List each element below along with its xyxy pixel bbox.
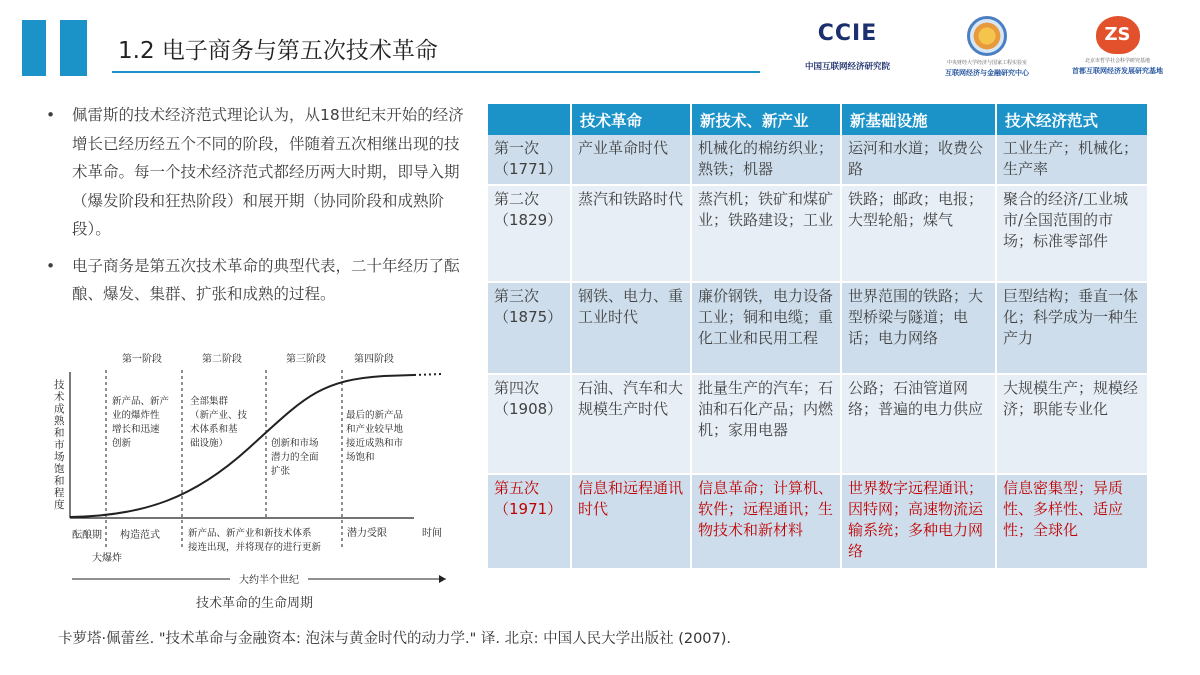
start-label: 酝酿期 bbox=[72, 530, 102, 541]
y-axis-label-char: 场 bbox=[54, 451, 65, 463]
y-axis-label-char: 和 bbox=[54, 475, 65, 487]
table-cell: 批量生产的汽车；石油和石化产品；内燃机；家用电器 bbox=[691, 374, 841, 474]
zs-logo-subtitle: 首都互联网经济发展研究基地 bbox=[1072, 67, 1163, 75]
stage-text-line: 业的爆炸性 bbox=[112, 410, 160, 421]
ccie-logo-subtitle: 中国互联网经济研究院 bbox=[804, 62, 890, 72]
table-cell: 第一次（1771） bbox=[488, 135, 571, 185]
table-header-cell: 新基础设施 bbox=[841, 104, 996, 135]
middle-label bbox=[188, 527, 322, 553]
zs-logo-mark: ZS bbox=[1096, 16, 1140, 54]
table-cell: 第四次（1908） bbox=[488, 374, 571, 474]
table-cell: 产业革命时代 bbox=[571, 135, 691, 185]
stage-text-line: 术体系和基 bbox=[190, 424, 238, 435]
ccie-logo bbox=[780, 16, 915, 72]
seal-logo-subtitle: 互联网经济与金融研究中心 bbox=[945, 69, 1029, 77]
stage-text bbox=[271, 437, 322, 477]
stage-text-line: 扩张 bbox=[271, 466, 291, 477]
seal-logo-subtitle-top: 中央财经大学经济与国家工程实验室 bbox=[946, 60, 1027, 66]
logo-group bbox=[780, 16, 1185, 80]
big-bang-label: 大爆炸 bbox=[92, 553, 122, 564]
table-cell: 工业生产；机械化；生产率 bbox=[996, 135, 1148, 185]
stage-heading: 第三阶段 bbox=[286, 354, 326, 365]
table-header-cell: 新技术、新产业 bbox=[691, 104, 841, 135]
span-label: 大约半个世纪 bbox=[239, 575, 299, 586]
stage-text-line: 新产品、新产 bbox=[112, 396, 170, 407]
zs-logo-subtitle-top: 北京市哲学社会科学研究基地 bbox=[1084, 58, 1150, 64]
table-cell: 石油、汽车和大规模生产时代 bbox=[571, 374, 691, 474]
stage-text-line: 最后的新产品 bbox=[346, 410, 404, 421]
slide-title: 1.2 电子商务与第五次技术革命 bbox=[118, 38, 438, 64]
stage-heading: 第二阶段 bbox=[202, 354, 242, 365]
stage-text-line: 潜力的全面 bbox=[271, 452, 319, 463]
y-axis-label-char: 程 bbox=[54, 487, 65, 499]
bullet-item: • 佩雷斯的技术经济范式理论认为，从18世纪末开始的经济增长已经历经五个不同的阶段，伴随着五次相继出现的技术革命。每一个技术经济范式都经历两大时期，即导入期（爆发阶段和狂热阶段）和展开期（协同阶段和成熟阶段）。 bbox=[46, 101, 466, 244]
bullet-list bbox=[46, 101, 466, 317]
y-axis-label-char: 熟 bbox=[54, 415, 65, 427]
stage-text-line: 础设施） bbox=[190, 438, 229, 449]
stage-text bbox=[346, 409, 406, 463]
table-cell: 第三次（1875） bbox=[488, 282, 571, 374]
table-header-cell: 技术经济范式 bbox=[996, 104, 1148, 135]
table-row bbox=[488, 374, 1148, 474]
stage-text-line: （新产业、技 bbox=[190, 410, 248, 421]
y-axis-label-char: 术 bbox=[54, 391, 65, 403]
table-cell: 信息和远程通讯时代 bbox=[571, 474, 691, 569]
accent-bar-right bbox=[60, 20, 87, 76]
title-underline bbox=[112, 71, 760, 73]
middle-label-line: 新产品、新产业和新技术体系 bbox=[188, 528, 312, 539]
table-cell: 蒸汽机；铁矿和煤矿业；铁路建设；工业 bbox=[691, 185, 841, 282]
y-axis-label-char: 市 bbox=[54, 439, 65, 451]
stage-text-line: 创新 bbox=[112, 438, 132, 449]
table-cell: 信息密集型；异质性、多样性、适应性；全球化 bbox=[996, 474, 1148, 569]
table-cell: 运河和水道；收费公路 bbox=[841, 135, 996, 185]
time-label: 时间 bbox=[422, 528, 442, 539]
zs-logo bbox=[1050, 16, 1185, 76]
table-cell: 蒸汽和铁路时代 bbox=[571, 185, 691, 282]
stage-text bbox=[190, 395, 250, 449]
paradigm-label: 构造范式 bbox=[120, 530, 160, 541]
span-arrowhead-icon bbox=[439, 575, 446, 583]
stage-text bbox=[112, 395, 172, 449]
y-axis-label bbox=[54, 378, 68, 511]
citation-reference: 卡萝塔·佩蕾丝. "技术革命与金融资本: 泡沫与黄金时代的动力学." 译. 北京: 中国人民大学出版社 (2007). bbox=[58, 631, 732, 647]
table-cell: 公路；石油管道网络；普遍的电力供应 bbox=[841, 374, 996, 474]
limit-label: 潜力受限 bbox=[347, 528, 387, 539]
table-cell: 大规模生产；规模经济；职能专业化 bbox=[996, 374, 1148, 474]
table-header-cell: 技术革命 bbox=[571, 104, 691, 135]
table-row bbox=[488, 135, 1148, 185]
figure-caption: 技术革命的生命周期 bbox=[196, 596, 314, 611]
table-cell: 世界范围的铁路；大型桥梁与隧道；电话；电力网络 bbox=[841, 282, 996, 374]
y-axis-label-char: 和 bbox=[54, 427, 65, 439]
table-cell: 铁路；邮政；电报；大型轮船；煤气 bbox=[841, 185, 996, 282]
tech-lifecycle-figure bbox=[44, 348, 464, 588]
bullet-item: • 电子商务是第五次技术革命的典型代表，二十年经历了酝酿、爆发、集群、扩张和成熟的过程。 bbox=[46, 252, 466, 309]
table-row bbox=[488, 185, 1148, 282]
table-header-row bbox=[488, 104, 1148, 135]
stage-heading: 第四阶段 bbox=[354, 354, 394, 365]
seal-emblem-icon bbox=[967, 16, 1007, 56]
stage-heading: 第一阶段 bbox=[122, 354, 162, 365]
accent-bar-left bbox=[22, 20, 46, 76]
table-cell: 第二次（1829） bbox=[488, 185, 571, 282]
tech-revolution-table bbox=[488, 104, 1149, 570]
table-cell: 钢铁、电力、重工业时代 bbox=[571, 282, 691, 374]
stage-text-line: 和产业较早地 bbox=[346, 424, 404, 435]
table-cell: 廉价钢铁，电力设备工业；铜和电缆；重化工业和民用工程 bbox=[691, 282, 841, 374]
stage-text-line: 全部集群 bbox=[190, 396, 229, 407]
middle-label-line: 接连出现，并将现存的进行更新 bbox=[188, 542, 322, 553]
table-row-highlighted bbox=[488, 474, 1148, 569]
stage-text-line: 场饱和 bbox=[346, 452, 375, 463]
table-cell: 聚合的经济/工业城市/全国范围的市场；标准零部件 bbox=[996, 185, 1148, 282]
y-axis-label-char: 饱 bbox=[54, 463, 65, 475]
table-cell: 世界数字远程通讯；因特网；高速物流运输系统；多种电力网络 bbox=[841, 474, 996, 569]
table-cell: 第五次（1971） bbox=[488, 474, 571, 569]
table-cell: 巨型结构；垂直一体化；科学成为一种生产力 bbox=[996, 282, 1148, 374]
stage-text-line: 增长和迅速 bbox=[112, 424, 160, 435]
stage-text-line: 接近成熟和市 bbox=[346, 438, 404, 449]
lifecycle-curve-dotted-tail bbox=[414, 374, 442, 375]
stage-text-line: 创新和市场 bbox=[271, 438, 319, 449]
lifecycle-diagram bbox=[44, 348, 464, 588]
y-axis-label-char: 度 bbox=[54, 499, 65, 511]
cufe-seal-logo bbox=[926, 16, 1048, 78]
y-axis-label-char: 成 bbox=[54, 403, 65, 415]
table-cell: 机械化的棉纺织业；熟铁；机器 bbox=[691, 135, 841, 185]
table-row bbox=[488, 282, 1148, 374]
y-axis-label-char: 技 bbox=[54, 379, 65, 391]
table-cell: 信息革命；计算机、软件；远程通讯；生物技术和新材料 bbox=[691, 474, 841, 569]
table-header-cell bbox=[488, 104, 571, 135]
ccie-logo-mark: CCIE bbox=[817, 21, 878, 46]
